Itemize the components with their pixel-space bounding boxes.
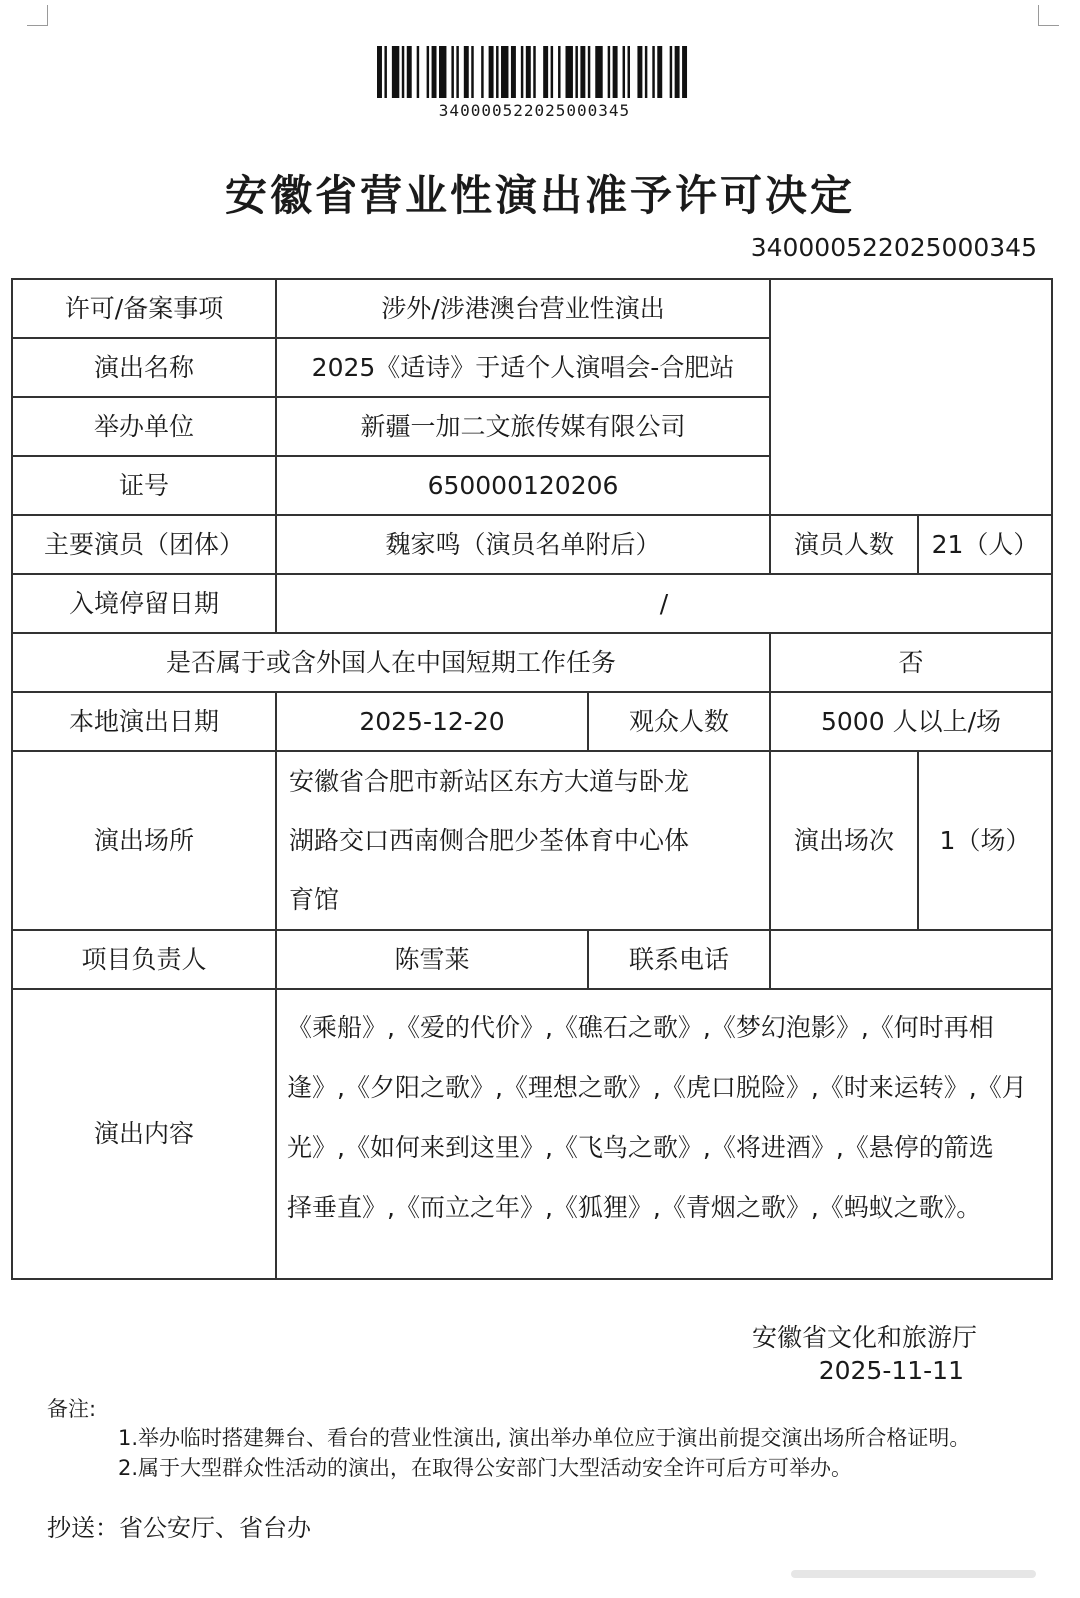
- content-value: [276, 989, 1052, 1279]
- barcode: [377, 46, 692, 98]
- permit-table: [11, 278, 1053, 1280]
- note-item: 1.举办临时搭建舞台、看台的营业性演出, 演出举办单位应于演出前提交演出场所合格证明。: [118, 1426, 971, 1450]
- notes-label: 备注:: [47, 1397, 97, 1421]
- audience-value: 5000 人以上/场: [770, 692, 1052, 751]
- content-line: 《乘船》,《爱的代价》,《礁石之歌》,《梦幻泡影》,《何时再相: [287, 1013, 994, 1042]
- carbon-copy-line: 抄送：省公安厅、省台办: [47, 1514, 311, 1542]
- cert-no-label: 证号: [12, 456, 276, 515]
- note-item: 2.属于大型群众性活动的演出，在取得公安部门大型活动安全许可后方可举办。: [118, 1456, 853, 1480]
- show-name-label: 演出名称: [12, 338, 276, 397]
- row-license-item: [12, 279, 1052, 338]
- row-entry-date: [12, 574, 1052, 633]
- venue-value: [276, 751, 770, 930]
- entry-date-label: 入境停留日期: [12, 574, 276, 633]
- row-foreigner-task: [12, 633, 1052, 692]
- main-performer-value: 魏家鸣（演员名单附后）: [276, 515, 770, 574]
- document-number: 340000522025000345: [750, 233, 1037, 262]
- crop-mark-top-right: [1038, 5, 1059, 26]
- organizer-value: 新疆一加二文旅传媒有限公司: [276, 397, 770, 456]
- blank-cell: [770, 279, 1052, 515]
- content-line: 光》,《如何来到这里》,《飞鸟之歌》,《将进酒》,《悬停的箭选: [287, 1133, 994, 1162]
- show-name-value: 2025《适诗》于适个人演唱会-合肥站: [276, 338, 770, 397]
- sessions-label: 演出场次: [770, 751, 918, 930]
- content-line: 逢》,《夕阳之歌》,《理想之歌》,《虎口脱险》,《时来运转》,《月: [287, 1073, 1027, 1102]
- audience-label: 观众人数: [588, 692, 770, 751]
- phone-label: 联系电话: [588, 930, 770, 989]
- performer-count-value: 21（人）: [918, 515, 1052, 574]
- venue-label: 演出场所: [12, 751, 276, 930]
- row-main-performer: [12, 515, 1052, 574]
- row-manager: [12, 930, 1052, 989]
- local-date-value: 2025-12-20: [276, 692, 588, 751]
- venue-line: 安徽省合肥市新站区东方大道与卧龙: [289, 767, 690, 796]
- foreigner-task-label: 是否属于或含外国人在中国短期工作任务: [12, 633, 770, 692]
- issue-date: 2025-11-11: [818, 1356, 964, 1385]
- barcode-number: 340000522025000345: [438, 101, 631, 120]
- row-content: [12, 989, 1052, 1279]
- performer-count-label: 演员人数: [770, 515, 918, 574]
- cert-no-value: 650000120206: [276, 456, 770, 515]
- row-venue: [12, 751, 1052, 930]
- main-performer-label: 主要演员（团体）: [12, 515, 276, 574]
- phone-value: [770, 930, 1052, 989]
- watermark-bar: [791, 1567, 1036, 1581]
- sessions-value: 1（场）: [918, 751, 1052, 930]
- local-date-label: 本地演出日期: [12, 692, 276, 751]
- row-local-date: [12, 692, 1052, 751]
- document-title: 安徽省营业性演出准予许可决定: [224, 171, 855, 220]
- entry-date-value: /: [276, 574, 1052, 633]
- license-item-value: 涉外/涉港澳台营业性演出: [276, 279, 770, 338]
- manager-value: 陈雪莱: [276, 930, 588, 989]
- issuing-authority: 安徽省文化和旅游厅: [751, 1323, 977, 1352]
- license-item-label: 许可/备案事项: [12, 279, 276, 338]
- organizer-label: 举办单位: [12, 397, 276, 456]
- manager-label: 项目负责人: [12, 930, 276, 989]
- content-line: 择垂直》,《而立之年》,《狐狸》,《青烟之歌》,《蚂蚁之歌》。: [287, 1193, 982, 1222]
- content-label: 演出内容: [12, 989, 276, 1279]
- crop-mark-top-left: [27, 5, 48, 26]
- venue-line: 湖路交口西南侧合肥少荃体育中心体: [289, 826, 690, 855]
- foreigner-task-value: 否: [770, 633, 1052, 692]
- venue-line: 育馆: [289, 885, 340, 914]
